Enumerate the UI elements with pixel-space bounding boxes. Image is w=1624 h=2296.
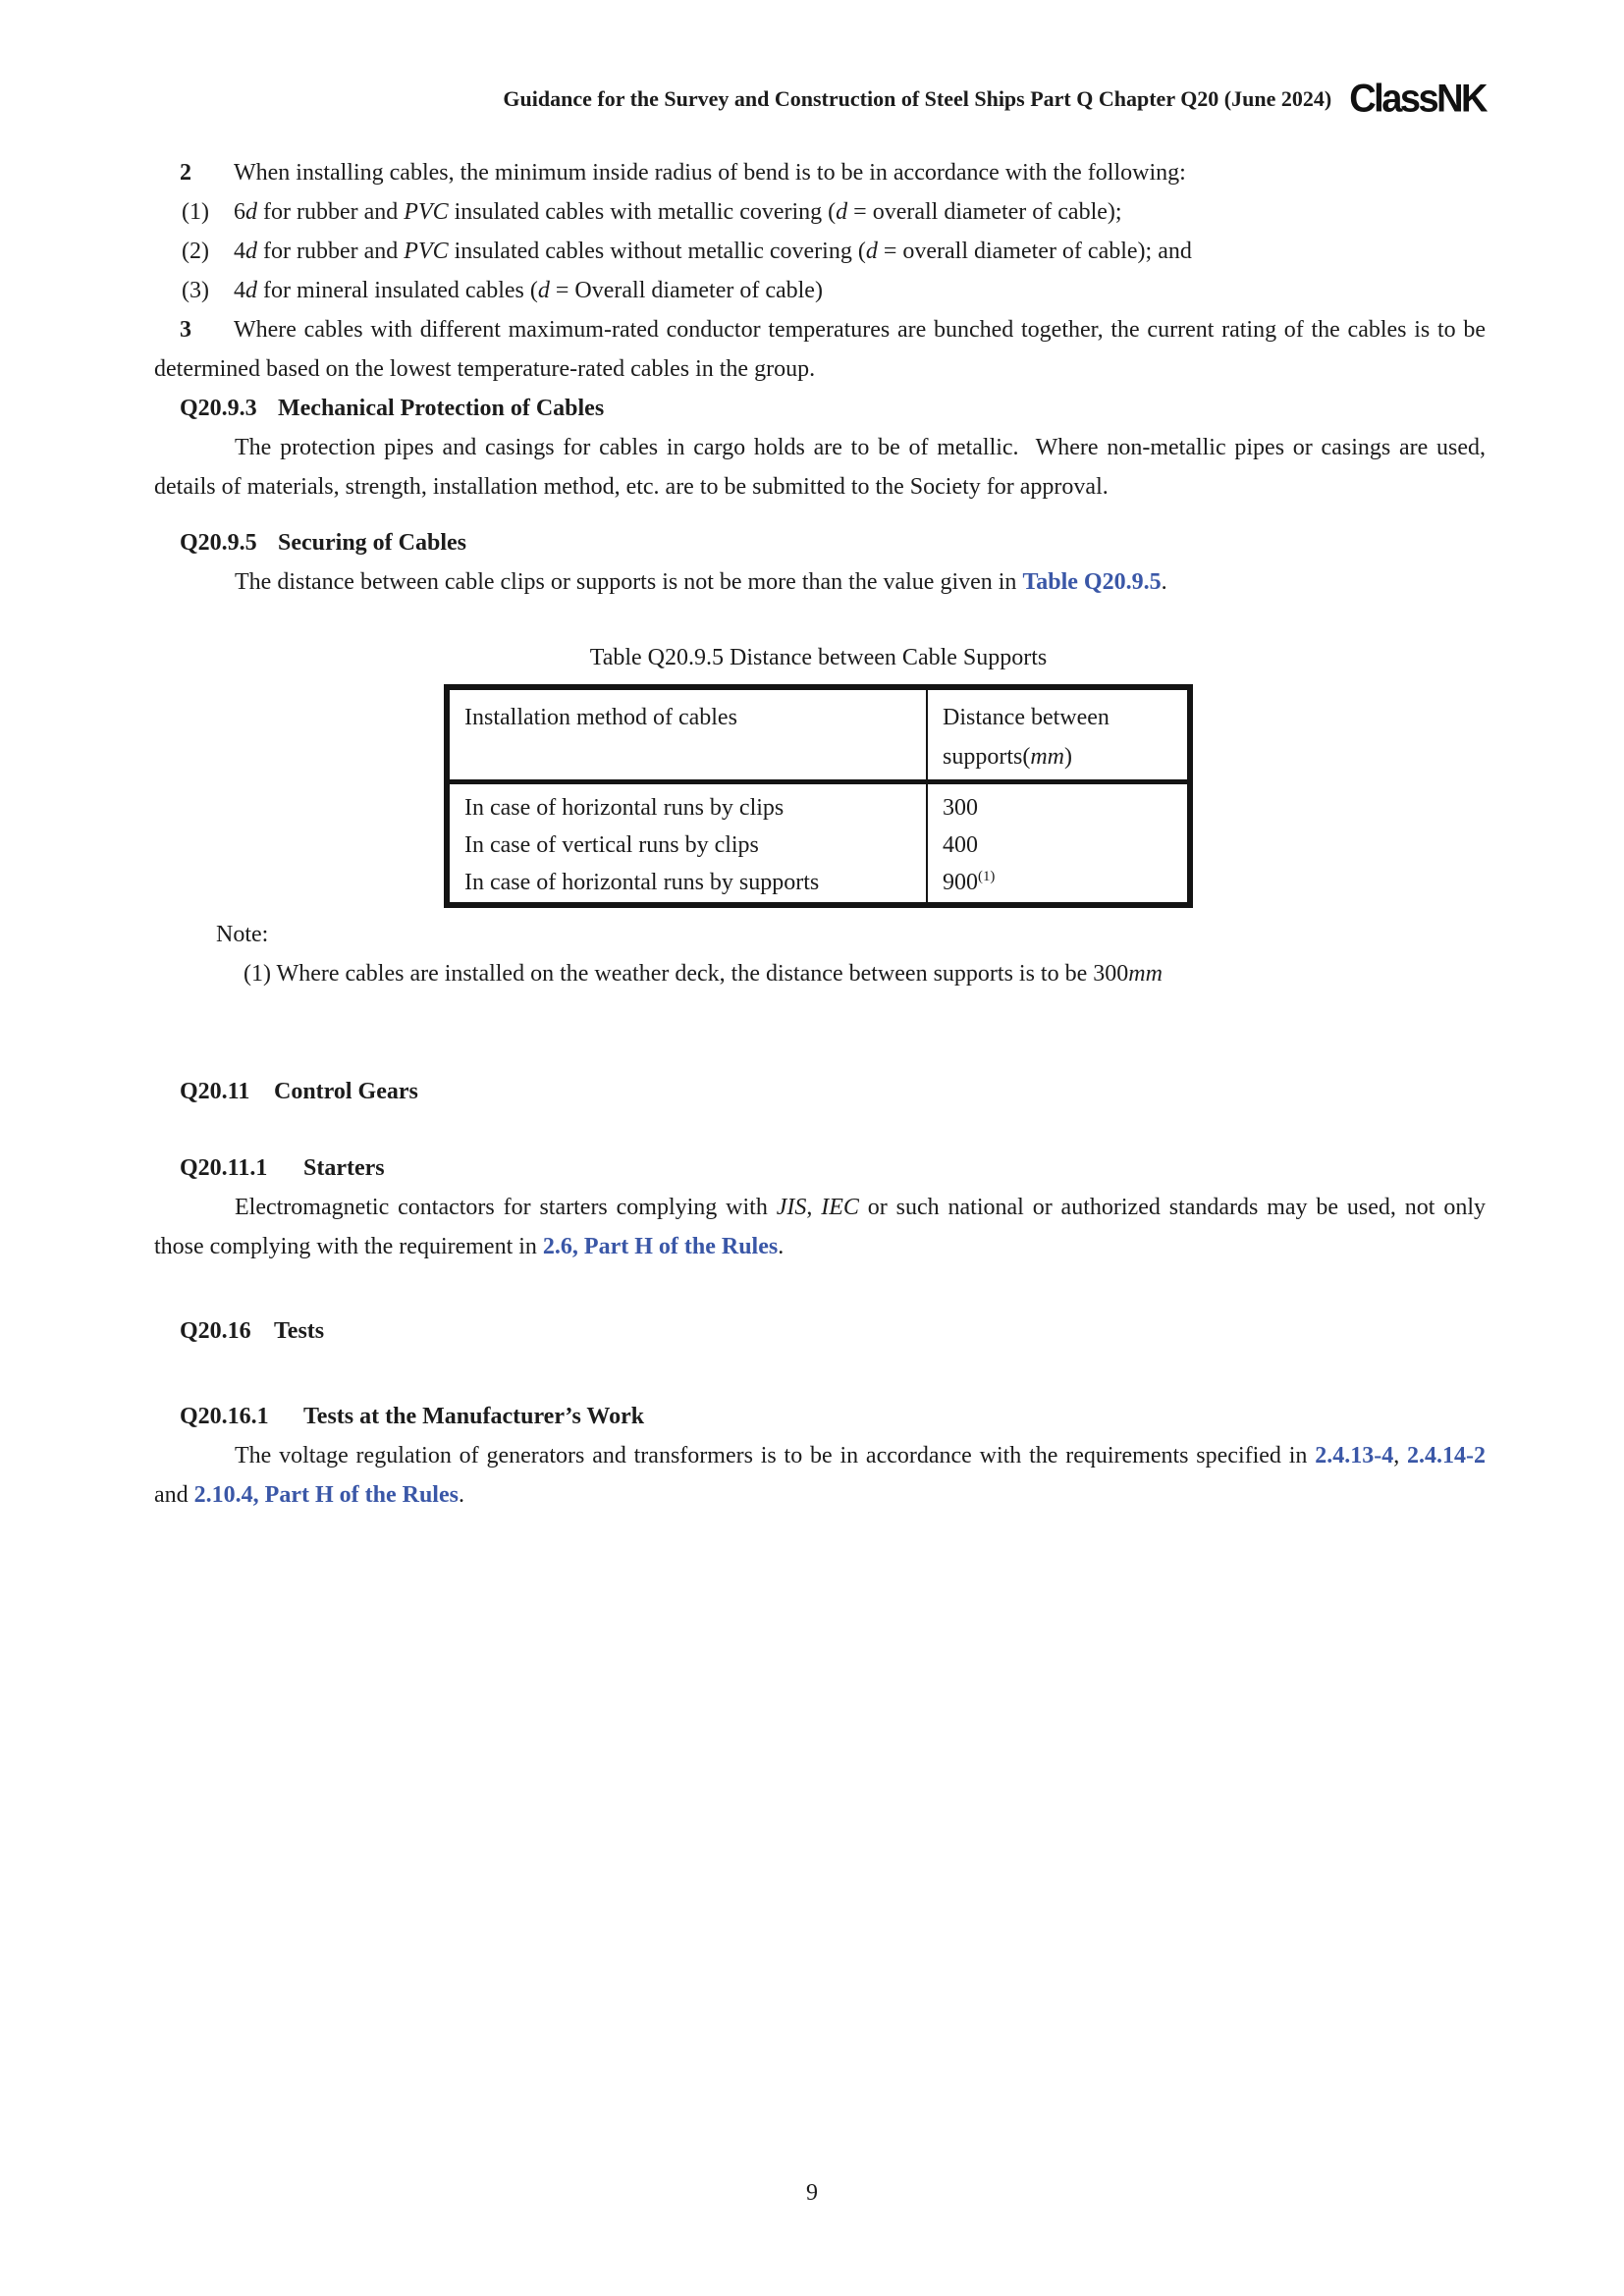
cross-reference-link[interactable]: 2.4.13-4 bbox=[1315, 1443, 1394, 1468]
paragraph-text: When installing cables, the minimum inside radius of bend is to be in accordance with the following: bbox=[234, 160, 1186, 186]
section-label: Q20.11.1 bbox=[180, 1155, 268, 1181]
table-row-distance: 900$^{(1)}$ bbox=[943, 869, 996, 895]
cross-reference-link[interactable]: 2.4.14-2 bbox=[1407, 1443, 1487, 1468]
section-label: Q20.16.1 bbox=[180, 1404, 269, 1429]
paragraph-text: Where cables with different maximum-rated conductor temperatures are bunched together, the current rating of the cables is to be determined based on the lowest temperature-rated cables in the group. bbox=[154, 317, 1486, 382]
section-label: Q20.9.5 bbox=[180, 530, 257, 556]
paragraph-q20-9-3: The protection pipes and casings for cables in cargo holds are to be of metallic. Where non-metallic pipes or casings are used, details of materials, strength, installation method, etc. are to be submitted to the Society for approval. bbox=[154, 435, 1486, 500]
section-label: Q20.9.3 bbox=[180, 396, 257, 421]
paragraph-q20-16-1: The voltage regulation of generators and transformers is to be in accordance with the requirements specified in 2.4.13-4, 2.4.14-2 and 2.10.4, Part H of the Rules. bbox=[154, 1443, 1487, 1508]
paragraph-number: 2 bbox=[180, 160, 191, 186]
section-title: Mechanical Protection of Cables bbox=[278, 396, 605, 421]
note-label: Note: bbox=[216, 922, 269, 947]
heading-q20-16-1 bbox=[180, 1397, 1486, 1436]
section-title: Tests bbox=[274, 1318, 325, 1344]
cable-supports-table bbox=[444, 684, 1193, 908]
note-item-1: (1) Where cables are installed on the weather deck, the distance between supports is to be 300mm bbox=[244, 961, 1163, 987]
list-number: (2) bbox=[182, 239, 209, 264]
table-column-methods bbox=[450, 784, 928, 902]
list-item-2 bbox=[182, 232, 1486, 271]
cross-reference-link[interactable]: 2.10.4, Part H of the Rules bbox=[193, 1482, 459, 1508]
section-title: Starters bbox=[303, 1155, 385, 1181]
table-row-distance: 400 bbox=[943, 832, 978, 858]
table-caption: Table Q20.9.5 Distance between Cable Supports bbox=[589, 645, 1048, 670]
paragraph-q20-9-5: The distance between cable clips or supports is not be more than the value given in Table Q20.9.5. bbox=[235, 569, 1167, 595]
heading-q20-9-5 bbox=[180, 523, 1486, 562]
cross-reference-link[interactable]: Table Q20.9.5 bbox=[1022, 569, 1162, 595]
heading-q20-16 bbox=[180, 1311, 1486, 1351]
heading-q20-11 bbox=[180, 1072, 1486, 1111]
paragraph-number: 3 bbox=[180, 317, 191, 343]
note-reference: (1) bbox=[978, 869, 996, 884]
heading-q20-11-1 bbox=[180, 1148, 1486, 1188]
table-header-row bbox=[450, 690, 1187, 784]
section-title: Tests at the Manufacturer’s Work bbox=[303, 1404, 645, 1429]
list-number: (1) bbox=[182, 199, 209, 225]
table-header-distance: Distance between supports(mm) bbox=[943, 705, 1110, 770]
table-column-distances bbox=[928, 784, 1187, 902]
classnk-logo: ClassNK bbox=[1349, 78, 1486, 121]
paragraph-3 bbox=[154, 310, 1486, 389]
section-title: Control Gears bbox=[274, 1079, 418, 1104]
page-header bbox=[154, 77, 1486, 122]
table-row-method: In case of horizontal runs by clips bbox=[464, 795, 785, 821]
list-item-3 bbox=[182, 271, 1486, 310]
section-title: Securing of Cables bbox=[278, 530, 466, 556]
paragraph-q20-11-1: Electromagnetic contactors for starters complying with JIS, IEC or such national or authorized standards may be used, not only those complying with the requirement in 2.6, Part H of the Rules. bbox=[154, 1195, 1487, 1259]
paragraph-2 bbox=[154, 153, 1486, 192]
section-label: Q20.16 bbox=[180, 1318, 251, 1344]
header-title: Guidance for the Survey and Construction of Steel Ships Part Q Chapter Q20 (June 2024) bbox=[503, 86, 1332, 111]
table-row-method: In case of horizontal runs by supports bbox=[464, 870, 820, 895]
section-label: Q20.11 bbox=[180, 1079, 250, 1104]
heading-q20-9-3 bbox=[180, 389, 1486, 428]
list-text: 4d for mineral insulated cables (d = Overall diameter of cable) bbox=[234, 278, 823, 303]
cross-reference-link[interactable]: 2.6, Part H of the Rules bbox=[542, 1234, 779, 1259]
list-number: (3) bbox=[182, 278, 209, 303]
table-header-installation-method: Installation method of cables bbox=[450, 690, 928, 779]
table-body bbox=[450, 784, 1187, 902]
table-row-distance: 300 bbox=[943, 795, 978, 821]
table-row-method: In case of vertical runs by clips bbox=[464, 832, 759, 858]
list-item-1 bbox=[182, 192, 1486, 232]
list-text: 4d for rubber and PVC insulated cables without metallic covering (d = overall diameter of cable); and bbox=[234, 239, 1192, 264]
list-text: 6d for rubber and PVC insulated cables with metallic covering (d = overall diameter of cable); bbox=[234, 199, 1122, 225]
page-number: 9 bbox=[806, 2180, 818, 2206]
